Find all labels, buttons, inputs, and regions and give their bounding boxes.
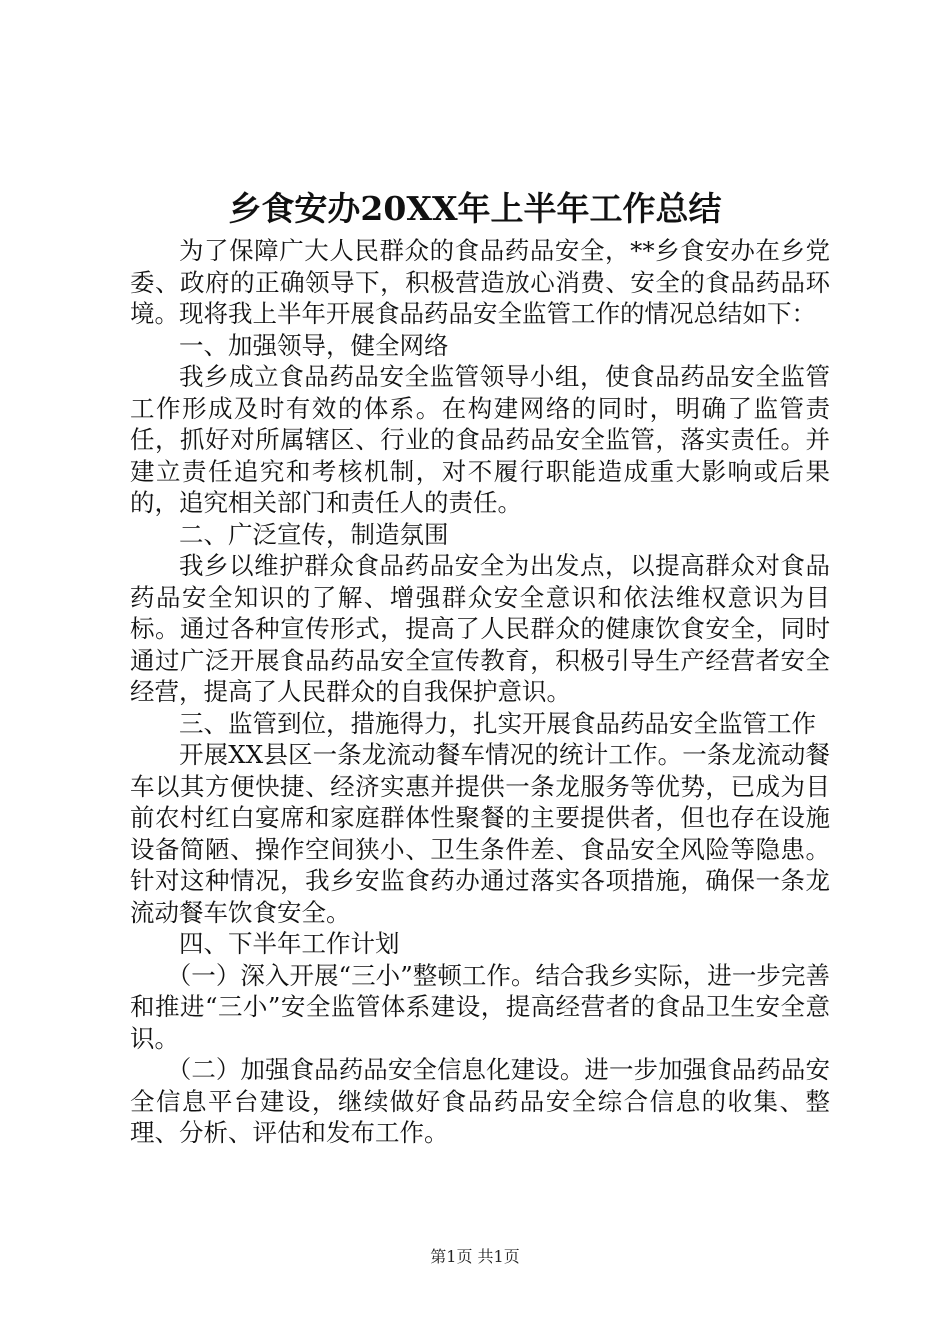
section-paragraph-1: 我乡成立食品药品安全监管领导小组，使食品药品安全监管工作形成及时有效的体系。在构建网络的同时，明确了监管责任，抓好对所属辖区、行业的食品药品安全监管，落实责任。并建立责任追究和考核机制，对不履行职能造成重大影响或后果的，追究相关部门和责任人的责任。	[130, 362, 830, 517]
section-heading-4: 四、下半年工作计划	[179, 929, 400, 958]
section-heading-1: 一、加强领导，健全网络	[179, 330, 449, 360]
plan-item-1: （一）深入开展“三小”整顿工作。结合我乡实际，进一步完善和推进“三小”安全监管体系建设，提高经营者的食品卫生安全意识。	[130, 960, 830, 1053]
page-footer: 第1页 共1页	[430, 1247, 520, 1266]
section-heading-3: 三、监管到位，措施得力，扎实开展食品药品安全监管工作	[179, 708, 816, 738]
section-paragraph-3: 开展XX县区一条龙流动餐车情况的统计工作。一条龙流动餐车以其方便快捷、经济实惠并提供一条龙服务等优势，已成为目前农村红白宴席和家庭群体性聚餐的主要提供者，但也存在设施设备简陋、操作空间狭小、卫生条件差、食品安全风险等隐患。针对这种情况，我乡安监食药办通过落实各项措施，确保一条龙流动餐车饮食安全。	[130, 740, 830, 927]
section-heading-2: 二、广泛宣传，制造氛围	[179, 519, 449, 549]
plan-item-2: （二）加强食品药品安全信息化建设。进一步加强食品药品安全信息平台建设，继续做好食品药品安全综合信息的收集、整理、分析、评估和发布工作。	[130, 1055, 830, 1147]
document-title: 乡食安办20XX年上半年工作总结	[228, 189, 722, 228]
intro-paragraph: 为了保障广大人民群众的食品药品安全，**乡食安办在乡党委、政府的正确领导下，积极营造放心消费、安全的食品药品环境。现将我上半年开展食品药品安全监管工作的情况总结如下：	[130, 236, 830, 328]
document-body	[130, 235, 830, 1149]
section-paragraph-2: 我乡以维护群众食品药品安全为出发点，以提高群众对食品药品安全知识的了解、增强群众安全意识和依法维权意识为目标。通过各种宣传形式，提高了人民群众的健康饮食安全，同时通过广泛开展食品药品安全宣传教育，积极引导生产经营者安全经营，提高了人民群众的自我保护意识。	[130, 551, 830, 706]
